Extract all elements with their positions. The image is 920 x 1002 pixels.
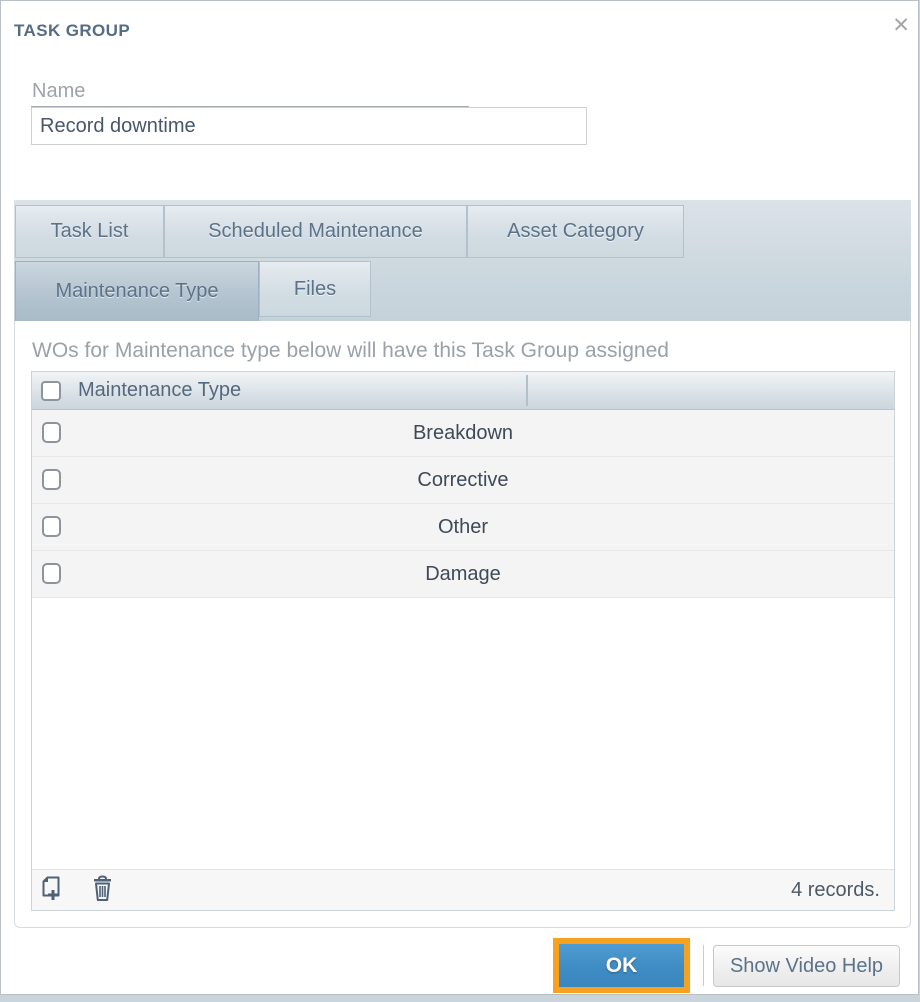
delete-icon [92,875,113,905]
delete-button[interactable] [92,875,113,905]
row-checkbox[interactable] [42,422,61,443]
tab-asset-category[interactable] [467,205,684,258]
ok-button-highlight [553,938,690,993]
column-header-maintenance-type: Maintenance Type [78,379,242,401]
panel-heading: WOs for Maintenance type below will have this Task Group assigned [32,339,669,362]
row-label: Breakdown [412,421,514,444]
ok-button[interactable]: OK [559,944,684,987]
tab-files[interactable] [259,261,371,317]
table-row[interactable] [32,551,894,598]
table-empty-area [32,598,894,869]
add-record-button[interactable] [40,875,62,905]
table-footer [32,869,894,910]
tab-scheduled-maintenance[interactable] [164,205,467,258]
add-record-icon [40,875,62,905]
table-row[interactable] [32,410,894,457]
tab-maintenance-type-selected[interactable] [15,261,259,321]
row-label: Damage [425,562,501,585]
tab-label: Asset Category [507,220,644,242]
table-row[interactable] [32,504,894,551]
tab-task-list[interactable] [15,205,164,258]
row-checkbox[interactable] [42,563,61,584]
records-count: 4 records. [791,878,880,901]
tab-strip [14,200,911,321]
button-divider [703,945,704,986]
table-header [32,372,894,410]
row-label: Other [437,515,489,538]
close-icon[interactable]: ✕ [892,14,910,37]
tab-label: Files [293,277,337,300]
row-label: Corrective [417,468,509,491]
show-video-help-button[interactable]: Show Video Help [713,945,900,987]
name-input[interactable] [31,107,587,145]
row-checkbox[interactable] [42,516,61,537]
select-all-checkbox[interactable] [41,381,61,401]
name-label: Name [32,80,86,102]
column-divider [526,375,528,406]
dialog-title: TASK GROUP [14,21,131,40]
tab-label: Scheduled Maintenance [208,220,423,242]
tab-label: Maintenance Type [55,280,219,302]
table-row[interactable] [32,457,894,504]
tab-label: Task List [50,220,129,242]
maintenance-type-table [31,371,895,911]
row-checkbox[interactable] [42,469,61,490]
